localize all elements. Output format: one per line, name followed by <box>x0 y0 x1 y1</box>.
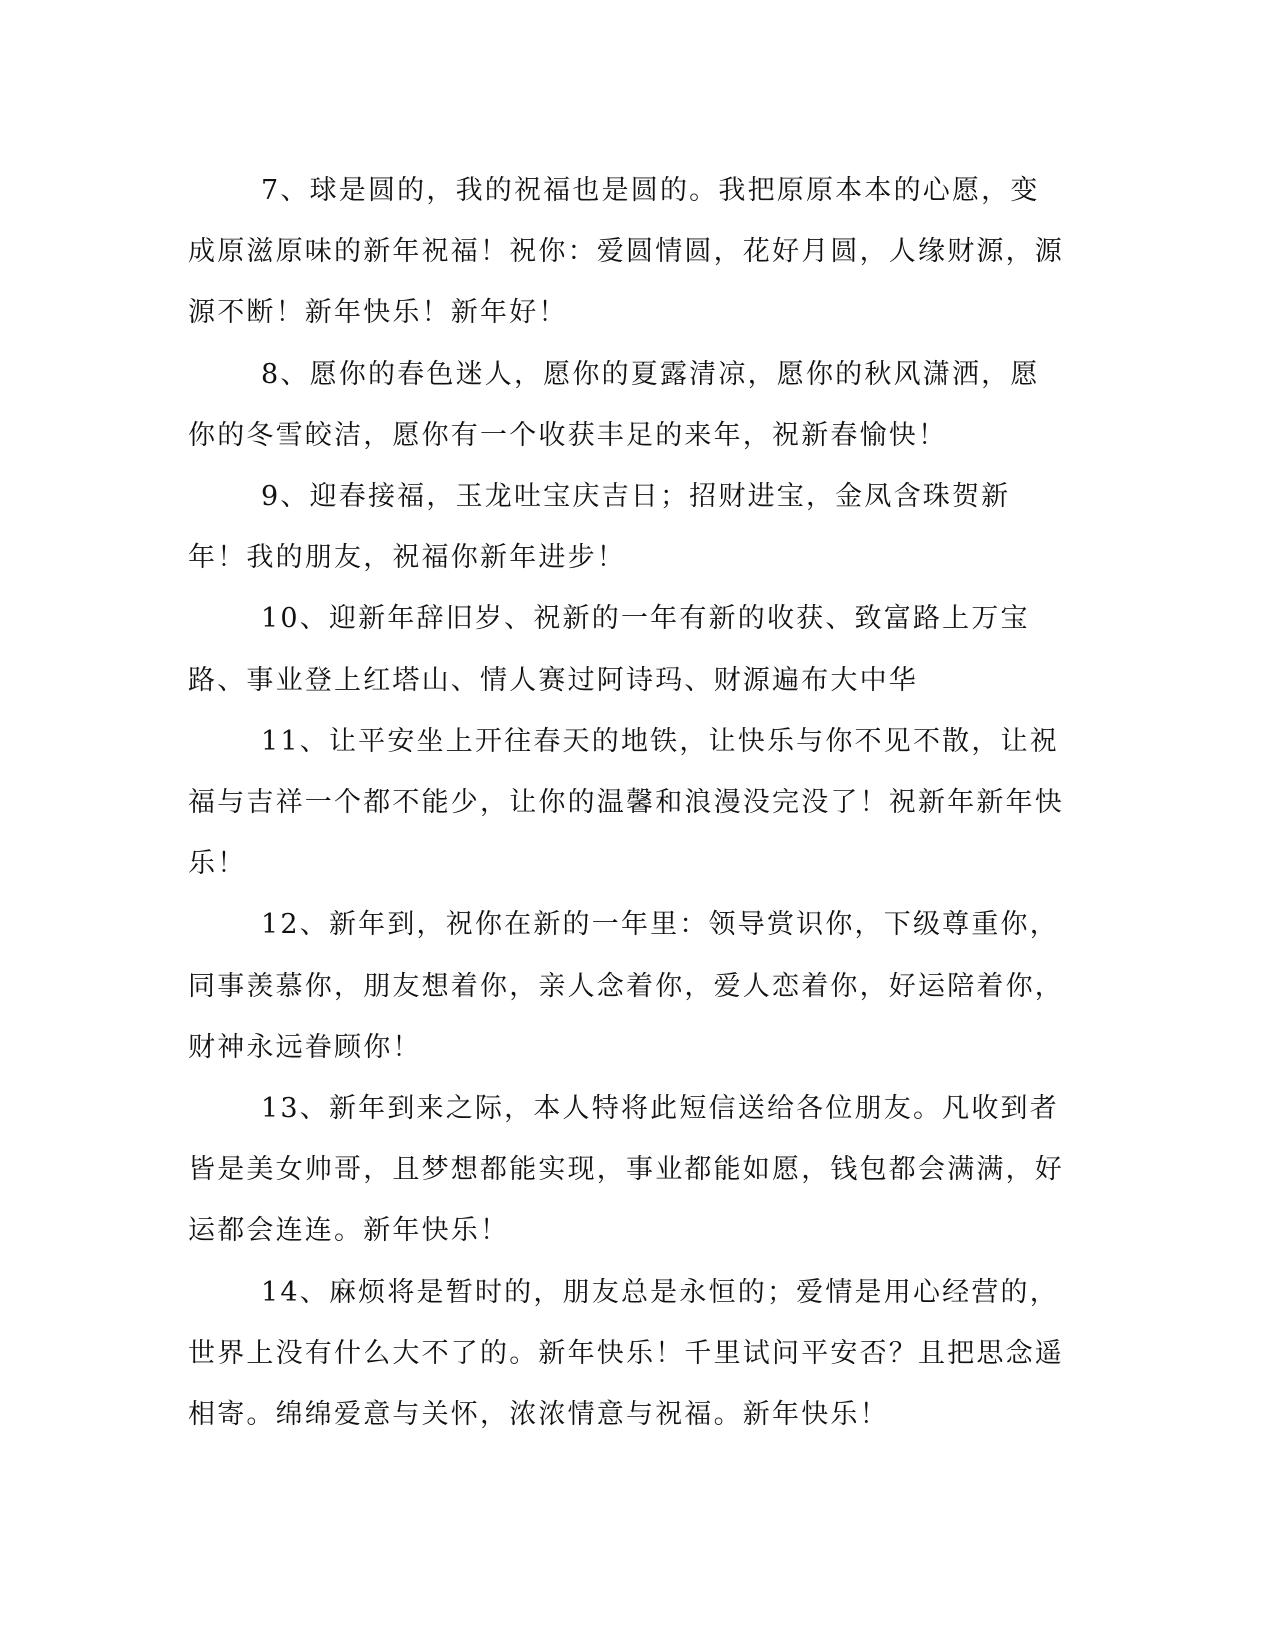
paragraph-13: 13、新年到来之际，本人特将此短信送给各位朋友。凡收到者皆是美女帅哥，且梦想都能实现，事业都能如愿，钱包都会满满，好运都会连连。新年快乐！ <box>188 1093 1064 1247</box>
paragraph-9: 9、迎春接福，玉龙吐宝庆吉日；招财进宝，金凤含珠贺新年！我的朋友，祝福你新年进步！ <box>188 481 1011 574</box>
paragraph-7: 7、球是圆的，我的祝福也是圆的。我把原原本本的心愿，变成原滋原味的新年祝福！祝你：爱圆情圆，花好月圆，人缘财源，源源不断！新年快乐！新年好！ <box>188 175 1064 329</box>
paragraph-14: 14、麻烦将是暂时的，朋友总是永恒的；爱情是用心经营的，世界上没有什么大不了的。新年快乐！千里试问平安否？且把思念遥相寄。绵绵爱意与关怀，浓浓情意与祝福。新年快乐！ <box>188 1276 1064 1431</box>
paragraph-10: 10、迎新年辞旧岁、祝新的一年有新的收获、致富路上万宝路、事业登上红塔山、情人赛过阿诗玛、财源遍布大中华 <box>188 603 1030 696</box>
paragraph-8: 8、愿你的春色迷人，愿你的夏露清凉，愿你的秋风潇洒，愿你的冬雪皎洁，愿你有一个收获丰足的来年，祝新春愉快！ <box>188 358 1040 451</box>
paragraph-12: 12、新年到，祝你在新的一年里：领导赏识你，下级尊重你，同事羡慕你，朋友想着你，亲人念着你，爱人恋着你，好运陪着你，财神永远眷顾你！ <box>188 909 1064 1063</box>
paragraph-11: 11、让平安坐上开往春天的地铁，让快乐与你不见不散，让祝福与吉祥一个都不能少，让你的温馨和浪漫没完没了！祝新年新年快乐！ <box>188 725 1064 880</box>
document-body <box>188 160 1068 1445</box>
